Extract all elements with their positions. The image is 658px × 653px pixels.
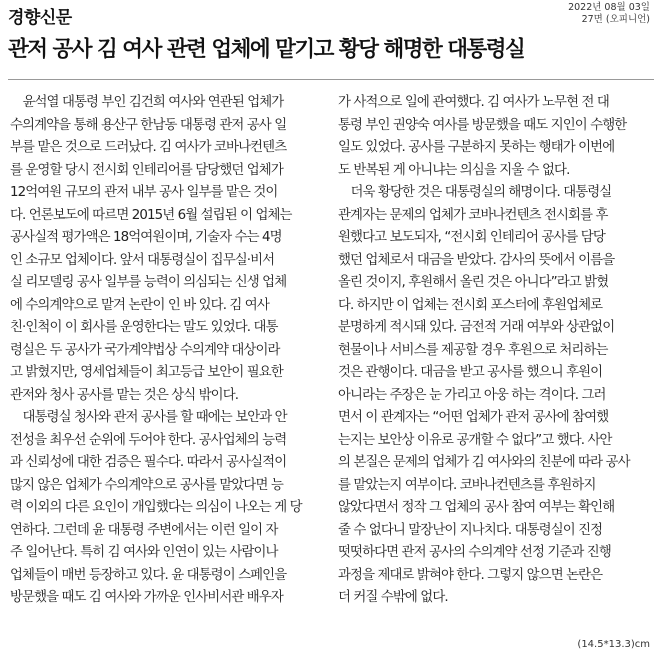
article-column-left [10, 92, 328, 610]
article-text-line: 했던 업체로서 대금을 받았다. 감사의 뜻에서 이름을 [338, 252, 615, 268]
article-text-line: 친·인척이 이 회사를 운영한다는 말도 있었다. 대통 [10, 320, 278, 335]
newspaper-masthead: 경향신문 [8, 8, 72, 28]
article-text-line: 고 밝혔지만, 영세업체들이 최고등급 보안이 필요한 [10, 365, 283, 380]
article-text-line: 업체들이 매번 등장하고 있다. 윤 대통령이 스페인을 [10, 567, 287, 583]
article-text-line: 면서 이 관계자는 “어떤 업체가 관저 공사에 참여했 [338, 410, 609, 425]
article-text-line: 력 이외의 다른 요인이 개입했다는 의심이 나오는 게 당 [10, 500, 302, 515]
article-text-line: 과 신뢰성에 대한 검증은 필수다. 따라서 공사실적이 [10, 455, 287, 470]
article-text-line: 윤석열 대통령 부인 김건희 여사와 연관된 업체가 [10, 95, 284, 110]
article-text-line: 대통령실 청사와 관저 공사를 할 때에는 보안과 안 [10, 410, 287, 425]
article-text-line: 공사실적 평가액은 18억여원이며, 기술자 수는 4명 [10, 230, 282, 245]
article-text-line: 것은 관행이다. 대금을 받고 공사를 했으니 후원이 [338, 365, 603, 380]
article-text-line: 가 사적으로 일에 관여했다. 김 여사가 노무현 전 대 [338, 95, 609, 110]
article-text-line: 도 반복된 게 아니냐는 의심을 지울 수 없다. [338, 162, 570, 178]
article-text-line: 통령 부인 권양숙 여사를 방문했을 때도 지인이 수행한 [338, 117, 627, 133]
article-text-line: 수의계약을 통해 용산구 한남동 대통령 관저 공사 일 [10, 117, 287, 133]
headline-divider [8, 79, 654, 80]
article-text-line: 더 커질 수밖에 없다. [338, 590, 448, 605]
article-text-line: 더욱 황당한 것은 대통령실의 해명이다. 대통령실 [338, 185, 612, 200]
article-text-line: 현물이나 서비스를 제공할 경우 후원으로 처리하는 [338, 342, 608, 358]
article-text-line: 다. 하지만 이 업체는 전시회 포스터에 후원업체로 [338, 297, 603, 313]
article-text-line: 12억여원 규모의 관저 내부 공사 일부를 맡은 것이 [10, 185, 278, 200]
article-text-line: 올린 것이지, 후원해서 올린 것은 아니다”라고 밝혔 [338, 275, 609, 290]
article-text-line: 인 소규모 업체이다. 앞서 대통령실이 집무실·비서 [10, 252, 275, 268]
article-text-line: 주 일어난다. 특히 김 여사와 인연이 있는 사람이나 [10, 545, 278, 560]
article-text-line: 는지는 보안상 이유로 공개할 수 없다”고 했다. 사안 [338, 432, 612, 448]
article-text-line: 과정을 제대로 밝혀야 한다. 그렇지 않으면 논란은 [338, 567, 603, 583]
article-text-line: 않았다면서 정작 그 업체의 공사 참여 여부는 확인해 [338, 500, 615, 515]
page-section: 27면 (오피니언) [581, 14, 650, 25]
article-text-line: 분명하게 적시돼 있다. 금전적 거래 여부와 상관없이 [338, 320, 615, 335]
article-text-line: 줄 수 없다니 말장난이 지나치다. 대통령실이 진정 [338, 522, 603, 538]
article-text-line: 를 맡았는지 여부이다. 코바나컨텐츠를 후원하지 [338, 477, 596, 493]
article-text-line: 관저와 청사 공사를 맡는 것은 상식 밖이다. [10, 387, 239, 403]
article-text-line: 의 본질은 문제의 업체가 김 여사와의 친분에 따라 공사 [338, 455, 630, 470]
article-text-line: 관계자는 문제의 업체가 코바나컨텐츠 전시회를 후 [338, 207, 608, 223]
article-text-line: 아니라는 주장은 눈 가리고 아웅 하는 격이다. 그러 [338, 387, 606, 403]
article-text-line: 부를 맡은 것으로 드러났다. 김 여사가 코바나컨텐츠 [10, 140, 287, 155]
article-text-line: 방문했을 때도 김 여사와 가까운 인사비서관 배우자 [10, 590, 283, 605]
article-text-line: 실 리모델링 공사 일부를 능력이 의심되는 신생 업체 [10, 275, 287, 290]
article-text-line: 일도 있었다. 공사를 구분하지 못하는 행태가 이번에 [338, 140, 615, 155]
article-text-line: 떳떳하다면 관저 공사의 수의계약 선정 기준과 진행 [338, 545, 611, 560]
article-meta [568, 2, 650, 26]
article-text-line: 전성을 최우선 순위에 두어야 한다. 공사업체의 능력 [10, 432, 287, 448]
article-column-right [338, 92, 654, 610]
article-text-line: 원했다고 보도되자, “전시회 인테리어 공사를 담당 [338, 230, 605, 245]
article-text-line: 연하다. 그런데 윤 대통령 주변에서는 이런 일이 자 [10, 522, 278, 538]
clipping-size: (14.5*13.3)cm [577, 639, 650, 650]
article-headline: 관저 공사 김 여사 관련 업체에 맡기고 황당 해명한 대통령실 [8, 37, 525, 62]
article-text-line: 많지 않은 업체가 수의계약으로 공사를 맡았다면 능 [10, 477, 283, 493]
article-text-line: 령실은 두 공사가 국가계약법상 수의계약 대상이라 [10, 342, 280, 358]
article-text-line: 다. 언론보도에 따르면 2015년 6월 설립된 이 업체는 [10, 207, 292, 223]
article-text-line: 에 수의계약으로 맡겨 논란이 인 바 있다. 김 여사 [10, 297, 269, 313]
article-text-line: 를 운영할 당시 전시회 인테리어를 담당했던 업체가 [10, 162, 283, 178]
publication-date: 2022년 08월 03일 [568, 2, 650, 13]
